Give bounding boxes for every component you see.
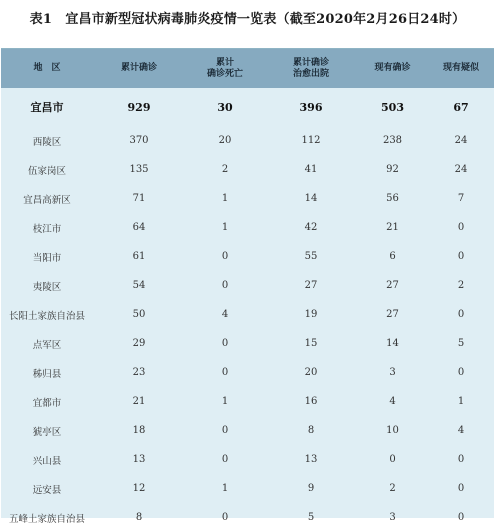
region-cell: 秭归县 <box>32 368 62 380</box>
confirmed-cell: 23 <box>132 367 146 378</box>
confirmed-cell: 21 <box>132 396 146 407</box>
current-cell: 0 <box>389 454 396 465</box>
confirmed-cell: 29 <box>132 338 146 349</box>
region-cell: 夷陵区 <box>32 281 62 293</box>
confirmed-cell: 12 <box>132 483 146 494</box>
header-confirmed: 累计确诊 <box>120 63 157 73</box>
region-cell: 宜昌市 <box>30 101 64 114</box>
current-cell: 6 <box>389 251 396 262</box>
confirmed-cell: 370 <box>129 135 149 146</box>
cured-cell: 396 <box>299 100 323 114</box>
cured-cell: 13 <box>304 454 318 465</box>
cured-cell: 8 <box>307 425 315 436</box>
cured-cell: 42 <box>304 222 318 233</box>
table-title: 表1 宜昌市新型冠状病毒肺炎疫情一览表（截至2020年2月26日24时） <box>29 12 466 27</box>
deaths-cell: 0 <box>221 338 229 349</box>
confirmed-cell: 50 <box>132 309 146 320</box>
current-cell: 2 <box>389 483 396 494</box>
table-row <box>1 445 494 474</box>
suspected-cell: 1 <box>457 396 465 407</box>
region-cell: 猇亭区 <box>32 426 62 438</box>
suspected-cell: 67 <box>453 100 469 114</box>
table-body <box>1 88 494 532</box>
table-header <box>1 49 494 88</box>
cured-cell: 27 <box>304 280 318 291</box>
confirmed-cell: 18 <box>132 425 146 436</box>
deaths-cell: 0 <box>221 251 229 262</box>
region-cell: 宜昌高新区 <box>23 194 71 206</box>
region-cell: 五峰土家族自治县 <box>8 513 85 525</box>
suspected-cell: 0 <box>457 309 465 320</box>
table-row <box>1 358 494 387</box>
deaths-cell: 0 <box>221 454 229 465</box>
current-cell: 238 <box>382 135 403 146</box>
suspected-cell: 0 <box>457 222 465 233</box>
header-region: 地 区 <box>33 63 61 73</box>
confirmed-cell: 8 <box>135 512 143 523</box>
region-cell: 远安县 <box>32 484 62 496</box>
header-deaths: 累计 确诊死亡 <box>206 57 243 79</box>
suspected-cell: 5 <box>457 338 465 349</box>
suspected-cell: 0 <box>457 483 465 494</box>
deaths-cell: 0 <box>221 512 229 523</box>
region-cell: 枝江市 <box>32 223 62 235</box>
deaths-cell: 30 <box>217 100 233 114</box>
current-cell: 3 <box>389 367 396 378</box>
cured-cell: 16 <box>304 396 318 407</box>
header-cured: 累计确诊 治愈出院 <box>292 57 329 79</box>
cured-cell: 9 <box>307 483 315 494</box>
current-cell: 503 <box>381 100 404 114</box>
cured-cell: 20 <box>304 367 318 378</box>
deaths-cell: 0 <box>221 367 229 378</box>
current-cell: 56 <box>386 193 399 204</box>
header-suspected: 现有疑似 <box>442 63 479 73</box>
table-row <box>1 387 494 416</box>
deaths-cell: 1 <box>221 222 229 233</box>
confirmed-cell: 135 <box>129 164 149 175</box>
region-cell: 长阳土家族自治县 <box>8 310 85 322</box>
cured-cell: 112 <box>301 135 321 146</box>
region-cell: 点军区 <box>32 339 62 351</box>
cured-cell: 19 <box>304 309 318 320</box>
confirmed-cell: 64 <box>132 222 146 233</box>
suspected-cell: 24 <box>454 135 468 146</box>
confirmed-cell: 61 <box>132 251 146 262</box>
suspected-cell: 24 <box>454 164 468 175</box>
current-cell: 27 <box>386 309 399 320</box>
header-current: 现有确诊 <box>374 63 411 73</box>
suspected-cell: 2 <box>457 280 465 291</box>
suspected-cell: 0 <box>457 454 465 465</box>
confirmed-cell: 929 <box>127 100 151 114</box>
deaths-cell: 20 <box>218 135 232 146</box>
current-cell: 27 <box>386 280 399 291</box>
district-rows <box>1 126 494 532</box>
current-cell: 92 <box>386 164 399 175</box>
region-cell: 兴山县 <box>32 455 62 467</box>
table-row <box>1 416 494 445</box>
table-row <box>1 242 494 271</box>
epidemic-table <box>1 48 494 525</box>
current-cell: 21 <box>386 222 399 233</box>
table-row <box>1 184 494 213</box>
current-cell: 4 <box>389 396 396 407</box>
confirmed-cell: 13 <box>132 454 146 465</box>
current-cell: 3 <box>389 512 396 523</box>
deaths-cell: 0 <box>221 280 229 291</box>
deaths-cell: 4 <box>221 309 229 320</box>
region-cell: 当阳市 <box>32 252 62 264</box>
suspected-cell: 0 <box>457 251 465 262</box>
table-row <box>1 329 494 358</box>
cured-cell: 5 <box>307 512 315 523</box>
deaths-cell: 1 <box>221 483 229 494</box>
cured-cell: 55 <box>304 251 318 262</box>
table-row <box>1 155 494 184</box>
suspected-cell: 7 <box>457 193 465 204</box>
region-cell: 西陵区 <box>32 136 62 148</box>
table-row <box>1 300 494 329</box>
table-row <box>1 474 494 503</box>
confirmed-cell: 54 <box>132 280 146 291</box>
table-row <box>1 503 494 532</box>
suspected-cell: 0 <box>457 367 465 378</box>
deaths-cell: 1 <box>221 396 229 407</box>
table-row-total <box>1 88 494 126</box>
table-row <box>1 213 494 242</box>
deaths-cell: 2 <box>221 164 229 175</box>
table-row <box>1 271 494 300</box>
region-cell: 伍家岗区 <box>27 165 66 177</box>
region-cell: 宜都市 <box>32 397 62 409</box>
suspected-cell: 4 <box>457 425 465 436</box>
deaths-cell: 1 <box>221 193 229 204</box>
cured-cell: 14 <box>304 193 318 204</box>
deaths-cell: 0 <box>221 425 229 436</box>
cured-cell: 41 <box>304 164 318 175</box>
current-cell: 14 <box>386 338 399 349</box>
confirmed-cell: 71 <box>132 193 146 204</box>
suspected-cell: 0 <box>457 512 465 523</box>
table-row <box>1 126 494 155</box>
cured-cell: 15 <box>304 338 318 349</box>
current-cell: 10 <box>386 425 399 436</box>
